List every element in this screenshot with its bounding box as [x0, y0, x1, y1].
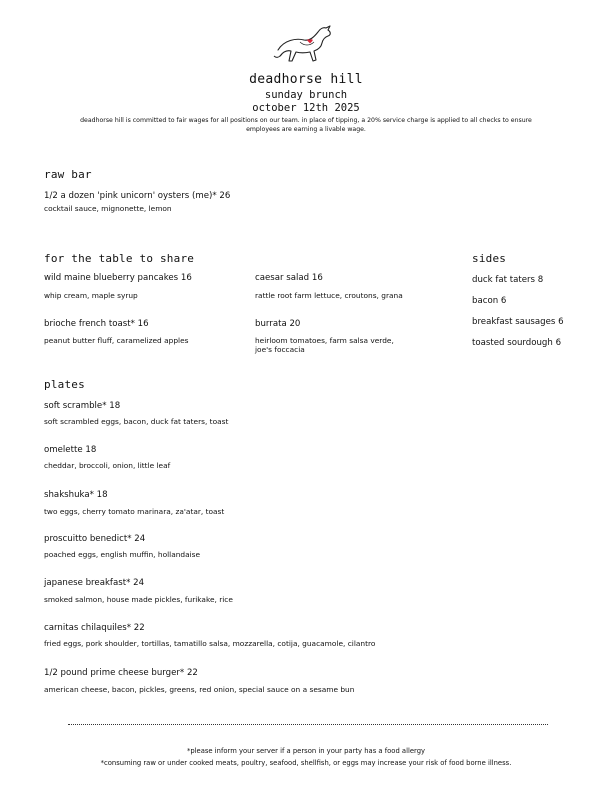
menu-item-desc: cheddar, broccoli, onion, little leaf	[44, 461, 171, 470]
side-item: toasted sourdough 6	[472, 338, 562, 348]
menu-item-name: wild maine blueberry pancakes 16	[44, 273, 192, 283]
menu-item-name: caesar salad 16	[255, 273, 323, 283]
dotted-divider	[68, 724, 548, 725]
menu-item-name: proscuitto benedict* 24	[44, 534, 146, 544]
menu-item-name: 1/2 pound prime cheese burger* 22	[44, 668, 198, 678]
menu-item-name: burrata 20	[255, 319, 301, 329]
event-date: october 12th 2025	[252, 102, 360, 114]
menu-item-desc: rattle root farm lettuce, croutons, grana	[255, 291, 403, 300]
menu-item-desc: soft scrambled eggs, bacon, duck fat taters, toast	[44, 417, 229, 426]
menu-item-desc: heirloom tomatoes, farm salsa verde,	[255, 336, 394, 345]
horse-logo-icon	[270, 20, 340, 70]
side-item: bacon 6	[472, 296, 507, 306]
menu-item-name: soft scramble* 18	[44, 401, 121, 411]
menu-item-desc: two eggs, cherry tomato marinara, za'atar, toast	[44, 507, 225, 516]
side-item: breakfast sausages 6	[472, 317, 564, 327]
menu-item-name: omelette 18	[44, 445, 97, 455]
menu-item-name: carnitas chilaquiles* 22	[44, 623, 145, 633]
menu-item-name: brioche french toast* 16	[44, 319, 149, 329]
menu-item-desc: whip cream, maple syrup	[44, 291, 138, 300]
restaurant-name: deadhorse hill	[249, 72, 363, 87]
menu-item-desc: cocktail sauce, mignonette, lemon	[44, 204, 172, 213]
allergy-note: *please inform your server if a person in your party has a food allergy	[186, 747, 426, 755]
menu-item-desc: peanut butter fluff, caramelized apples	[44, 336, 189, 345]
menu-item-desc: poached eggs, english muffin, hollandaise	[44, 550, 201, 559]
wage-statement: deadhorse hill is committed to fair wages for all positions on our team. in place of tipping, a 20% service charge is applied to all checks to ensure employees are earning a livable wage.	[80, 117, 532, 133]
share-heading: for the table to share	[44, 252, 195, 265]
side-item: duck fat taters 8	[472, 275, 544, 285]
raw-food-warning: *consuming raw or under cooked meats, poultry, seafood, shellfish, or eggs may increase your risk of food borne illness.	[100, 759, 512, 767]
plates-heading: plates	[44, 378, 85, 391]
heart-icon	[307, 39, 312, 43]
menu-item-desc: smoked salmon, house made pickles, furikake, rice	[44, 595, 233, 604]
event-title: sunday brunch	[264, 89, 348, 101]
menu-item-name: 1/2 a dozen 'pink unicorn' oysters (me)* 26	[44, 191, 231, 201]
menu-item-desc: joe's foccacia	[255, 345, 305, 354]
menu-item-desc: american cheese, bacon, pickles, greens, red onion, special sauce on a sesame bun	[44, 685, 355, 694]
menu-item-name: japanese breakfast* 24	[44, 578, 145, 588]
sides-heading: sides	[472, 252, 507, 265]
menu-item-desc: fried eggs, pork shoulder, tortillas, tamatillo salsa, mozzarella, cotija, guacamole, cilantro	[44, 639, 376, 648]
menu-item-name: shakshuka* 18	[44, 490, 108, 500]
raw-bar-heading: raw bar	[44, 168, 92, 181]
